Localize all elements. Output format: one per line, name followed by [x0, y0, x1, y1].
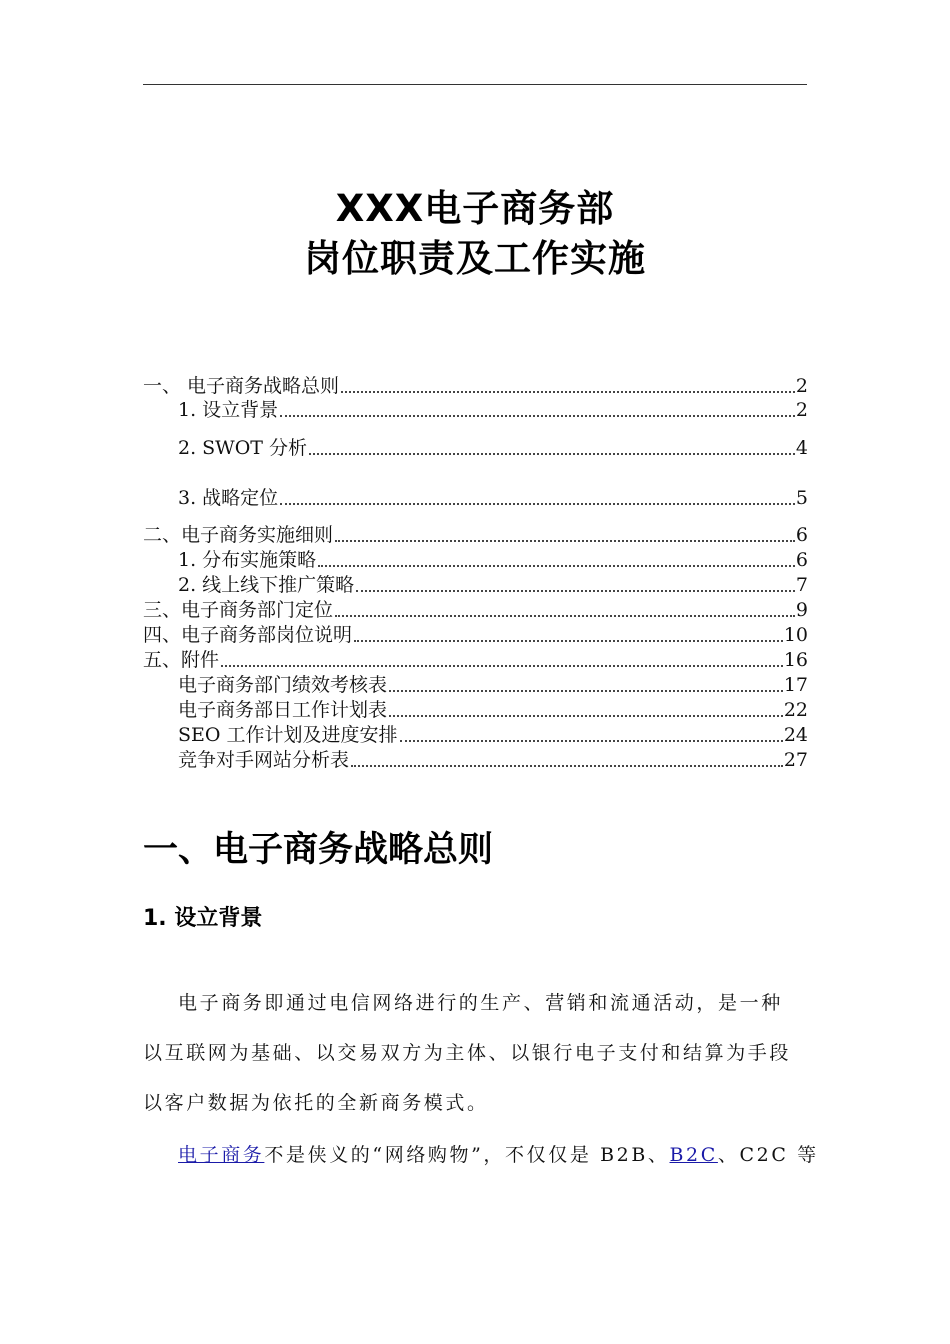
toc-entry-page: 9 [795, 599, 808, 621]
toc-entry-page: 22 [783, 699, 808, 721]
toc-leader-dots [341, 390, 795, 393]
toc-entry-page: 6 [795, 549, 808, 571]
toc-leader-dots [356, 589, 795, 592]
toc-entry[interactable] [143, 598, 808, 622]
toc-entry-page: 2 [795, 375, 808, 397]
toc-entry-page: 2 [795, 399, 808, 421]
toc-entry-label: 四、电子商务部岗位说明 [143, 624, 353, 646]
toc-leader-dots [389, 689, 783, 692]
toc-entry-page: 4 [795, 437, 808, 459]
toc-entry-label: 二、电子商务实施细则 [143, 524, 334, 546]
toc-leader-dots [309, 452, 795, 455]
toc-entry-label: 五、附件 [143, 649, 220, 671]
toc-leader-dots [351, 764, 783, 767]
toc-entry-page: 6 [795, 524, 808, 546]
toc-entry-page: 24 [783, 724, 808, 746]
document-title-line1: XXX电子商务部 [335, 187, 615, 230]
toc-leader-dots [389, 714, 783, 717]
toc-entry-label: 1. 设立背景 [178, 399, 279, 421]
toc-entry-page: 7 [795, 574, 808, 596]
toc-leader-dots [318, 564, 795, 567]
toc-entry-label: 三、电子商务部门定位 [143, 599, 334, 621]
toc-entry[interactable] [143, 436, 808, 460]
paragraph-line: 以互联网为基础、以交易双方为主体、以银行电子支付和结算为手段 [143, 1042, 792, 1064]
toc-entry-label: 1. 分布实施策略 [178, 549, 317, 571]
toc-entry[interactable] [143, 486, 808, 510]
toc-entry-label: SEO 工作计划及进度安排 [178, 724, 398, 746]
toc-leader-dots [335, 539, 795, 542]
toc-leader-dots [280, 502, 795, 505]
toc-leader-dots [354, 639, 783, 642]
document-title-line2: 岗位职责及工作实施 [304, 237, 646, 280]
toc-entry[interactable] [143, 523, 808, 547]
toc-entry[interactable] [143, 374, 808, 398]
toc-entry[interactable] [143, 698, 808, 722]
b2c-link[interactable]: B2C [669, 1144, 718, 1166]
toc-entry[interactable] [143, 623, 808, 647]
toc-entry-label: 3. 战略定位 [178, 487, 279, 509]
toc-entry-page: 16 [783, 649, 808, 671]
toc-entry[interactable] [143, 748, 808, 772]
toc-entry[interactable] [143, 648, 808, 672]
toc-entry-page: 17 [783, 674, 808, 696]
toc-entry[interactable] [143, 398, 808, 422]
toc-entry-label: 2. SWOT 分析 [178, 437, 308, 459]
paragraph-text: 、C2C 等 [717, 1144, 819, 1166]
toc-entry[interactable] [143, 723, 808, 747]
toc-entry[interactable] [143, 573, 808, 597]
toc-entry-label: 电子商务部门绩效考核表 [178, 674, 388, 696]
toc-entry-label: 一、 电子商务战略总则 [143, 375, 340, 397]
toc-entry-page: 27 [783, 749, 808, 771]
section-heading: 一、电子商务战略总则 [143, 830, 494, 870]
body-paragraph [143, 1130, 819, 1180]
toc-entry-page: 5 [795, 487, 808, 509]
paragraph-text: 不是侠义的“网络购物”，不仅仅是 B2B、 [264, 1144, 670, 1166]
toc-leader-dots [280, 414, 795, 417]
toc-entry-label: 竞争对手网站分析表 [178, 749, 350, 771]
toc-entry-label: 2. 线上线下推广策略 [178, 574, 355, 596]
paragraph-line [143, 1130, 819, 1180]
paragraph-line: 以客户数据为依托的全新商务模式。 [143, 1092, 489, 1114]
section-subheading: 1. 设立背景 [143, 906, 263, 931]
toc-entry[interactable] [143, 548, 808, 572]
toc-leader-dots [221, 664, 783, 667]
toc-entry[interactable] [143, 673, 808, 697]
toc-leader-dots [335, 614, 795, 617]
toc-leader-dots [400, 739, 783, 742]
toc-entry-label: 电子商务部日工作计划表 [178, 699, 388, 721]
paragraph-line: 电子商务即通过电信网络进行的生产、营销和流通活动，是一种 [178, 992, 783, 1014]
body-paragraph [143, 978, 807, 1128]
ecommerce-link[interactable]: 电子商务 [178, 1144, 265, 1166]
toc-entry-page: 10 [783, 624, 808, 646]
